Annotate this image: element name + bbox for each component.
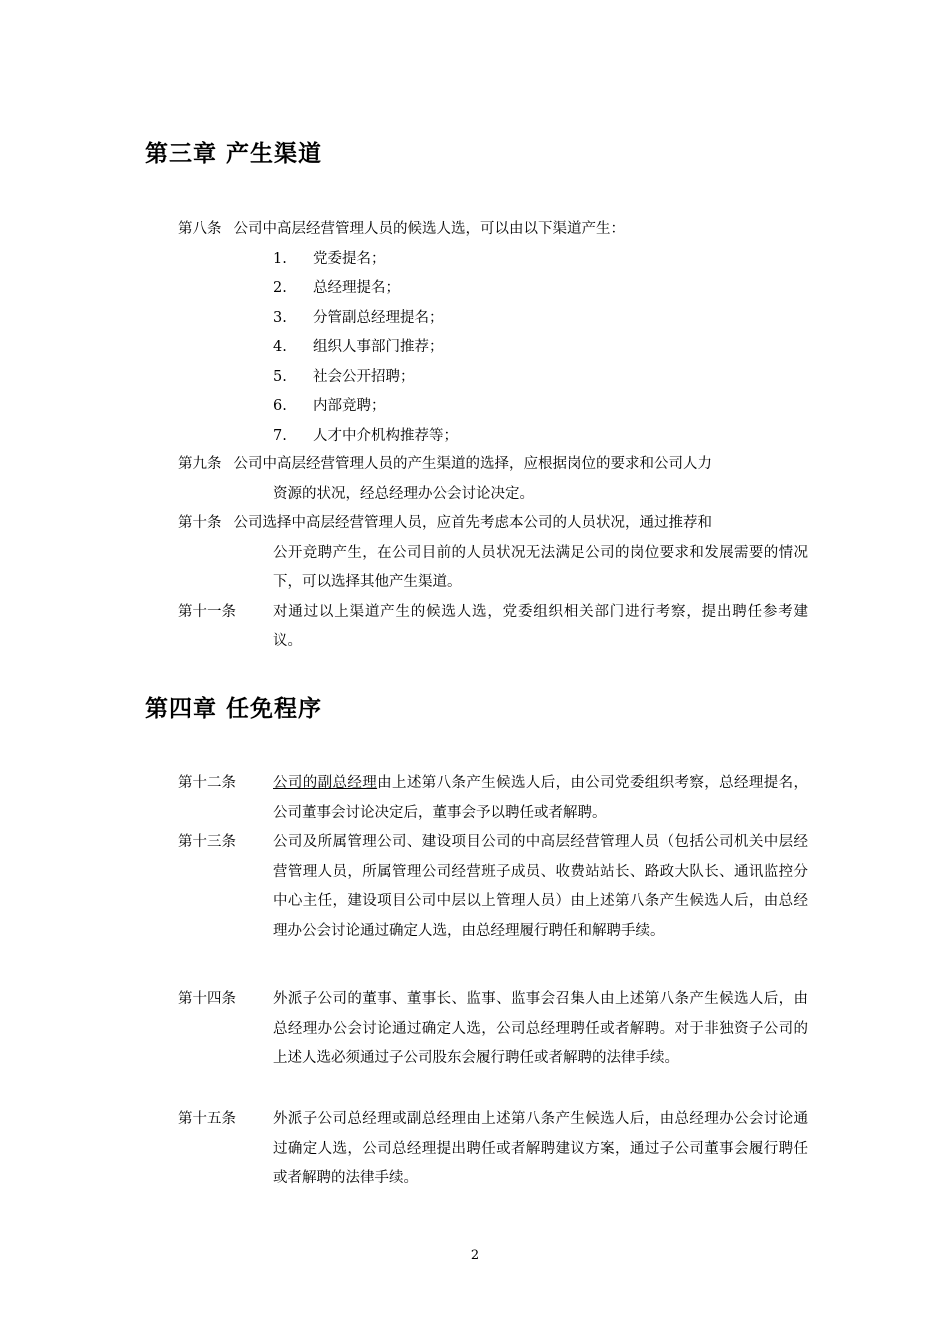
article-10: 第十条 公司选择中高层经营管理人员，应首先考虑本公司的人员状况，通过推荐和 公开竞聘产生，在公司目前的人员状况无法满足公司的岗位要求和发展需要的情况下，可以选择其他产生渠道。 (178, 509, 808, 598)
article-13 (178, 828, 808, 946)
article-8-label: 第八条 (178, 221, 222, 237)
article-12-label: 第十二条 (178, 775, 236, 791)
article-14-text: 外派子公司的董事、董事长、监事、监事会召集人由上述第八条产生候选人后，由总经理办公会讨论通过确定人选，公司总经理聘任或者解聘。对于非独资子公司的上述人选必须通过子公司股东会履行聘任或者解聘的法律手续。 (273, 991, 808, 1066)
article-9-text: 资源的状况，经总经理办公会讨论决定。 (273, 485, 534, 502)
list-item: 4. 组织人事部门推荐； (273, 339, 444, 355)
article-12-subject: 公司的副总经理 (273, 775, 378, 791)
list-item: 2. 总经理提名； (273, 280, 400, 296)
article-14-label: 第十四条 (178, 991, 236, 1007)
article-9: 第九条 公司中高层经营管理人员的产生渠道的选择，应根据岗位的要求和公司人力 资源的状况，经总经理办公会讨论决定。 (178, 450, 808, 509)
channel-list (273, 245, 458, 452)
article-11-text: 对通过以上渠道产生的候选人选，党委组织相关部门进行考察，提出聘任参考建议。 (273, 603, 808, 649)
chapter-4-title: 第四章 任免程序 (145, 696, 323, 722)
page-number: 2 (470, 1248, 480, 1263)
article-10-text: 公开竞聘产生，在公司目前的人员状况无法满足公司的岗位要求和发展需要的情况下，可以选择其他产生渠道。 (273, 544, 808, 590)
article-11 (178, 598, 808, 657)
article-10-label: 第十条 (178, 515, 222, 531)
article-9-label: 第九条 (178, 456, 222, 472)
article-8 (178, 215, 808, 245)
list-item: 6. 内部竞聘； (273, 398, 386, 414)
article-12 (178, 769, 808, 828)
article-15 (178, 1105, 808, 1194)
article-15-text: 外派子公司总经理或副总经理由上述第八条产生候选人后，由总经理办公会讨论通过确定人选，公司总经理提出聘任或者解聘建议方案，通过子公司董事会履行聘任或者解聘的法律手续。 (273, 1111, 808, 1186)
list-item: 3. 分管副总经理提名； (273, 309, 444, 326)
list-item: 7. 人才中介机构推荐等； (273, 427, 458, 444)
chapter-3-title: 第三章 产生渠道 (145, 141, 323, 167)
article-13-label: 第十三条 (178, 834, 236, 850)
article-11-label: 第十一条 (178, 603, 236, 620)
article-15-label: 第十五条 (178, 1111, 236, 1127)
article-14 (178, 985, 808, 1074)
article-12-text: 由上述第八条产生候选人后，由公司党委组织考察，总经理提名，公司董事会讨论决定后，董事会予以聘任或者解聘。 (273, 775, 809, 821)
list-item: 1. 党委提名； (273, 250, 386, 267)
article-13-text: 公司及所属管理公司、建设项目公司的中高层经营管理人员（包括公司机关中层经营管理人员，所属管理公司经营班子成员、收费站站长、路政大队长、通讯监控分中心主任，建设项目公司中层以上管理人员）由上述第八条产生候选人后，由总经理办公会讨论通过确定人选，由总经理履行聘任和解聘手续。 (273, 834, 808, 939)
list-item: 5. 社会公开招聘； (273, 368, 415, 385)
article-8-text: 公司中高层经营管理人员的候选人选，可以由以下渠道产生： (233, 221, 625, 237)
